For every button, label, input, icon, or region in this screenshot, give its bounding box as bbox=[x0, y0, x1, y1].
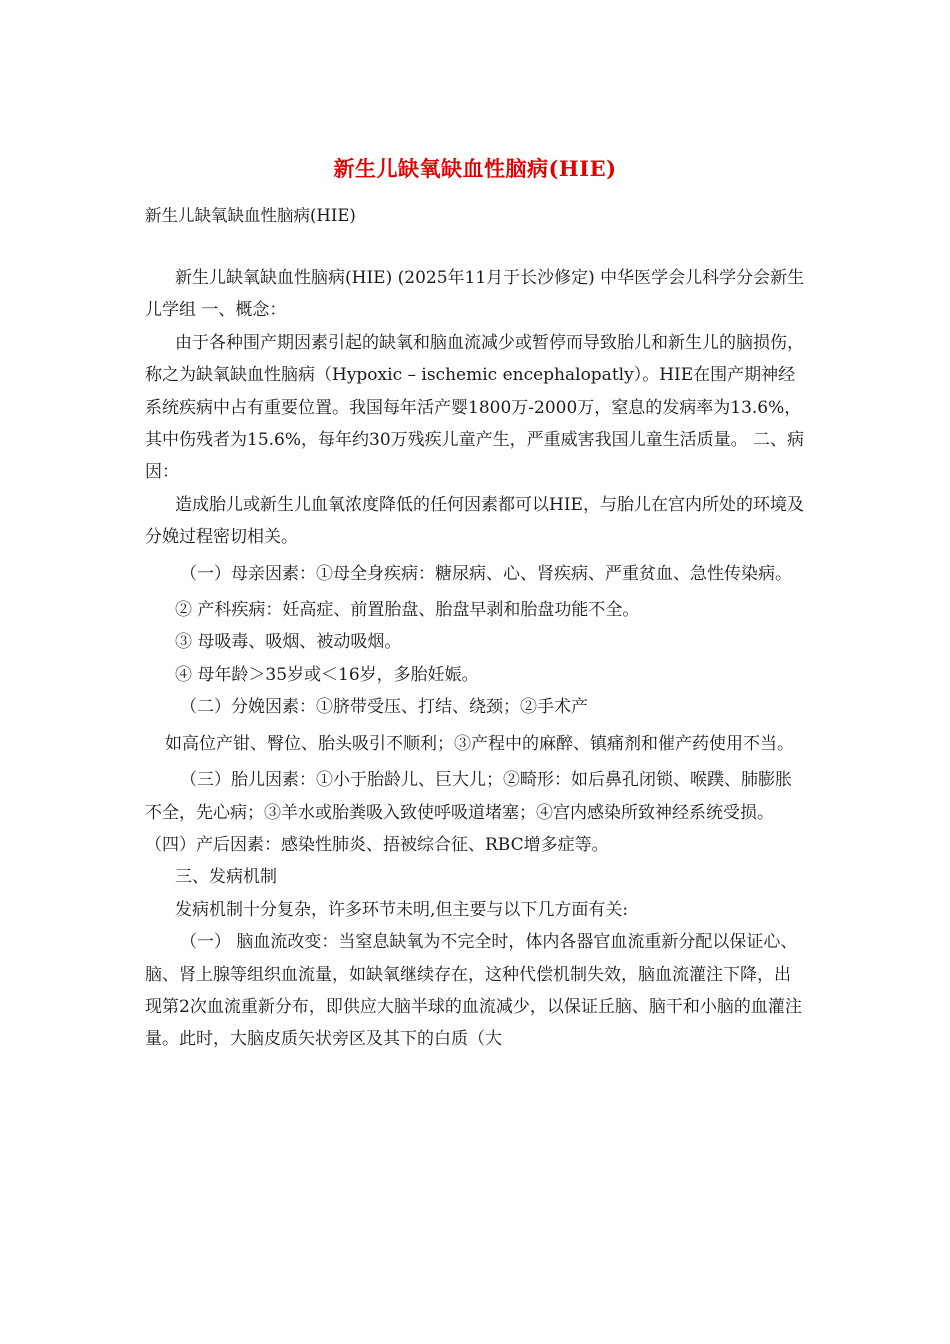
paragraph-intro: 新生儿缺氧缺血性脑病(HIE) (2025年11月于长沙修定) 中华医学会儿科学分会新生儿学组 一、概念： bbox=[145, 268, 805, 321]
document-title: 新生儿缺氧缺血性脑病(HIE) bbox=[333, 156, 617, 181]
paragraph-blood-flow: （一） 脑血流改变：当窒息缺氧为不完全时，体内各器官血流重新分配以保证心、脑、肾上腺等组织血流量，如缺氧继续存在，这种代偿机制失效，脑血流灌注下降，出现第2次血流重新分布，即供应大脑半球的血流减少，以保证丘脑、脑干和小脑的血灌注量。此时，大脑皮质矢状旁区及其下的白质（大 bbox=[145, 932, 802, 1050]
paragraph-concept: 由于各种围产期因素引起的缺氧和脑血流减少或暂停而导致胎儿和新生儿的脑损伤，称之为缺氧缺血性脑病（Hypoxic – ischemic encephalopatly）。HIE在围产期神经系统疾病中占有重要位置。我国每年活产婴1800万-2000万，窒息的发病率为13.6%，其中伤残者为15.6%，每年约30万残疾儿童产生，严重威害我国儿童生活质量。 二、病因： bbox=[145, 332, 805, 483]
paragraph-delivery-factors: （二）分娩因素：①脐带受压、打结、绕颈；②手术产 bbox=[180, 697, 588, 718]
paragraph-delivery-detail: 如高位产钳、臀位、胎头吸引不顺利；③产程中的麻醉、镇痛剂和催产药使用不当。 bbox=[165, 733, 794, 754]
paragraph-age: ④ 母年龄＞35岁或＜16岁，多胎妊娠。 bbox=[175, 664, 479, 685]
document-body bbox=[145, 262, 805, 1056]
paragraph-cause: 造成胎儿或新生儿血氧浓度降低的任何因素都可以HIE，与胎儿在宫内所处的环境及分娩过程密切相关。 bbox=[145, 494, 804, 548]
paragraph-pathogenesis: 发病机制十分复杂，许多环节未明,但主要与以下几方面有关: bbox=[175, 899, 629, 920]
paragraph-maternal-factors: （一）母亲因素：①母全身疾病：糖尿病、心、肾疾病、严重贫血、急性传染病。 bbox=[180, 563, 792, 584]
document-subtitle: 新生儿缺氧缺血性脑病(HIE) bbox=[145, 206, 356, 225]
paragraph-fetal-factors: （三）胎儿因素：①小于胎龄儿、巨大儿；②畸形：如后鼻孔闭锁、喉蹼、肺膨胀不全，先心病；③羊水或胎粪吸入致使呼吸道堵塞；④宫内感染所致神经系统受损。 （四）产后因素：感染性肺炎、捂被综合征、RBC增多症等。 bbox=[145, 770, 792, 855]
heading-pathogenesis: 三、发病机制 bbox=[175, 867, 277, 888]
paragraph-obstetric: ② 产科疾病：妊高症、前置胎盘、胎盘早剥和胎盘功能不全。 bbox=[175, 600, 640, 621]
paragraph-smoking: ③ 母吸毒、吸烟、被动吸烟。 bbox=[175, 632, 402, 653]
